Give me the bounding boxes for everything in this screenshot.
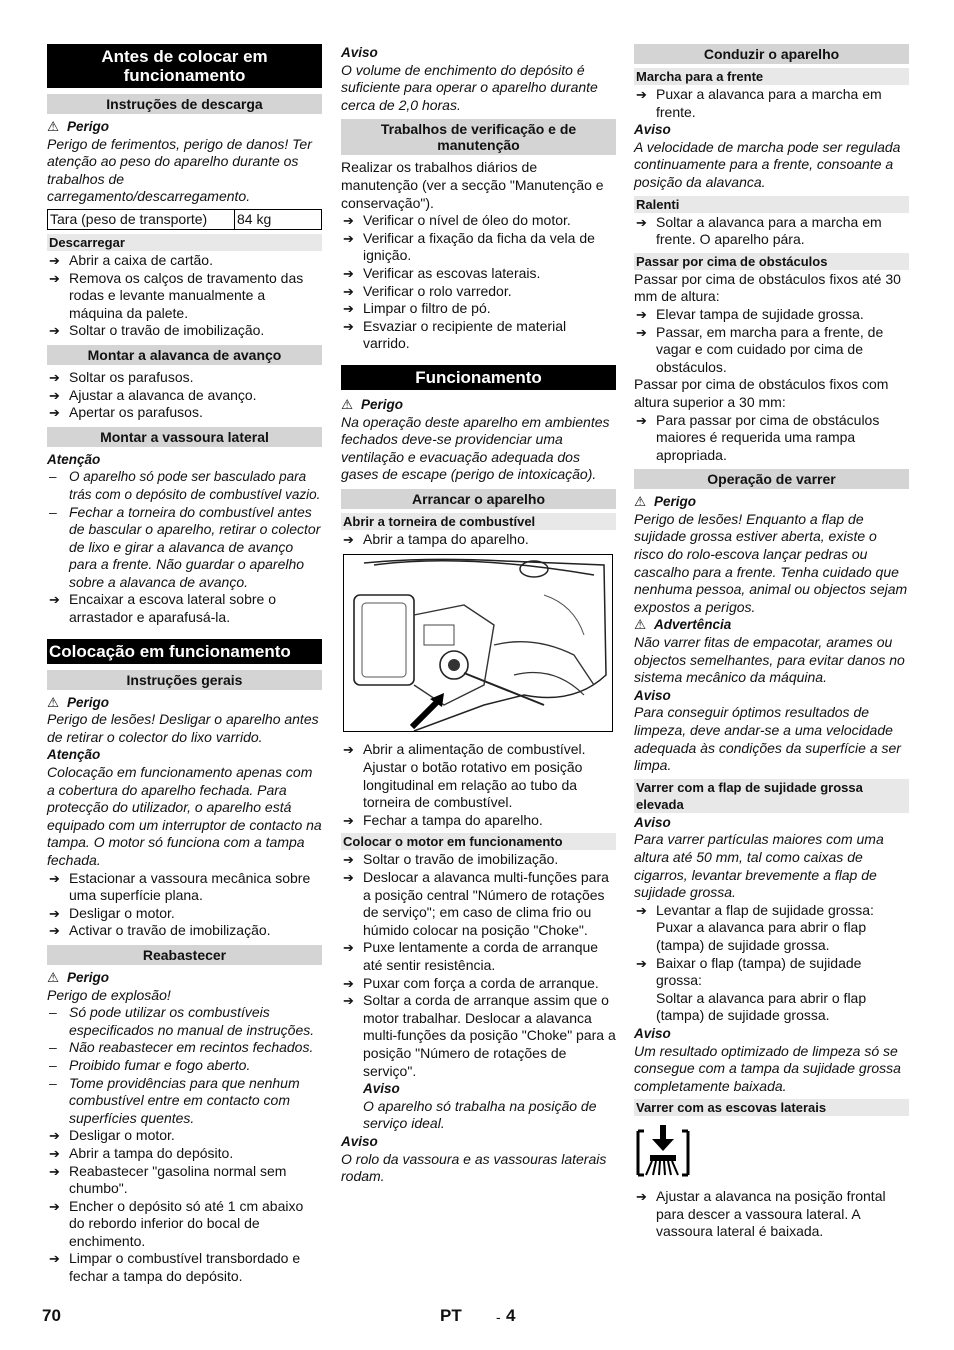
list-item: ➔ Soltar os parafusos.	[47, 369, 322, 387]
list-item: ➔ Fechar a tampa do aparelho.	[341, 812, 616, 830]
reabastecer-list	[47, 1004, 322, 1286]
section-title-colocacao: Colocação em funcionamento	[47, 639, 322, 664]
tara-value: 84 kg	[235, 209, 322, 229]
list-item: ➔ Abrir a caixa de cartão.	[47, 252, 322, 270]
descarregar-list	[47, 252, 322, 340]
flap-list	[634, 902, 909, 920]
list-item: ➔ Puxe lentamente a corda de arranque até sentir resistência.	[341, 939, 616, 974]
list-item: ➔ Limpar o combustível transbordado e fechar a tampa do depósito.	[47, 1250, 322, 1285]
danger-label: ⚠ Perigo	[341, 396, 404, 412]
danger-text: Perigo de lesões! Enquanto a flap de sujidade grossa estiver aberta, existe o risco do rolo-escova lançar pedras ou cascalho para a frente. Tenha cuidado que nenhuma pessoa, animal ou objectos sejam expostos a perigos.	[634, 510, 908, 615]
danger-label: ⚠ Perigo	[47, 119, 110, 134]
heading-ralenti: Ralenti	[634, 196, 909, 213]
list-item: – Fechar a torneira do combustível antes de bascular o aparelho, retirar o colector de lixo e girar a alavanca de avanço para a frente. Não guardar o aparelho sobre a alavanca de avanço.	[47, 504, 322, 592]
list-item: – Não reabastecer em recintos fechados.	[47, 1039, 322, 1057]
list-item: – O aparelho só pode ser basculado para trás com o depósito de combustível vazio.	[47, 468, 322, 503]
section-title-antes: Antes de colocar em funcionamento	[47, 44, 322, 88]
list-item: ➔ Puxar com força a corda de arranque.	[341, 975, 616, 993]
column-2	[341, 44, 616, 1186]
heading-reabastecer: Reabastecer	[47, 945, 322, 965]
section-title-funcionamento: Funcionamento	[341, 365, 616, 390]
list-item: ➔ Activar o travão de imobilização.	[47, 922, 322, 940]
warning-label: ⚠ Advertência	[634, 617, 732, 633]
heading-motor: Colocar o motor em funcionamento	[341, 833, 616, 850]
side-brush-lower-icon	[634, 1123, 692, 1179]
danger-text: Perigo de explosão!	[47, 986, 171, 1003]
list-item: ➔ Elevar tampa de sujidade grossa.	[634, 306, 909, 324]
note-label: Aviso	[363, 1081, 400, 1097]
list-item: ➔ Soltar a corda de arranque assim que o motor trabalhar. Deslocar a alavanca multi-funções da posição "Choke" para a posição "Número de rotações de serviço".	[341, 992, 616, 1080]
note-text: A velocidade de marcha pode ser regulada continuamente para a frente, consoante a posição da alavanca.	[634, 138, 901, 190]
list-item: ➔ Ajustar a alavanca de avanço.	[47, 387, 322, 405]
attention-label: Atenção	[47, 451, 101, 467]
page-number: 70	[42, 1306, 61, 1325]
list-item: ➔ Soltar a alavanca para a marcha em frente. O aparelho pára.	[634, 214, 909, 249]
engine-illustration	[343, 554, 613, 732]
note-text: Para varrer partículas maiores com uma altura até 50 mm, tal como caixas de cigarros, levantar brevemente a flap de sujidade grossa.	[634, 831, 884, 901]
list-item: – Tome providências para que nenhum combustível entre em contacto com superfícies quentes.	[47, 1075, 322, 1128]
gerais-list	[47, 870, 322, 940]
danger-text: Perigo de ferimentos, perigo de danos! Ter atenção ao peso do aparelho durante os trabalhos de carregamento/descarregamento.	[47, 135, 312, 205]
heading-vassoura: Montar a vassoura lateral	[47, 427, 322, 447]
escovas-list	[634, 1188, 909, 1241]
list-item: ➔ Limpar o filtro de pó.	[341, 300, 616, 318]
danger-label: ⚠ Perigo	[634, 494, 697, 510]
warning-icon: ⚠	[634, 494, 647, 510]
danger-label: ⚠ Perigo	[47, 694, 110, 710]
danger-label: ⚠ Perigo	[47, 969, 110, 985]
list-item: ➔ Para passar por cima de obstáculos maiores é requerida uma rampa apropriada.	[634, 412, 909, 465]
alavanca-list	[47, 369, 322, 422]
warning-icon: ⚠	[47, 969, 60, 985]
note-label: Aviso	[341, 45, 378, 60]
note-label: Aviso	[634, 687, 671, 703]
attention-label: Atenção	[47, 747, 101, 763]
list-item: ➔ Encaixar a escova lateral sobre o arrastador e aparafusá-la.	[47, 591, 322, 626]
list-item: ➔ Puxar a alavanca para a marcha em frente.	[634, 86, 909, 121]
list-item: ➔ Esvaziar o recipiente de material varrido.	[341, 318, 616, 353]
heading-trabalhos: Trabalhos de verificação e de manutenção	[341, 119, 616, 155]
heading-descarga: Instruções de descarga	[47, 94, 322, 114]
heading-marcha: Marcha para a frente	[634, 68, 909, 85]
list-item: ➔ Abrir a alimentação de combustível. Ajustar o botão rotativo em posição longitudinal em relação ao tubo da torneira de combustível.	[341, 741, 616, 811]
list-item: ➔ Abrir a tampa do aparelho.	[341, 531, 616, 549]
warning-icon: ⚠	[47, 119, 60, 134]
column-1	[47, 44, 322, 1286]
list-item: ➔ Reabastecer "gasolina normal sem chumbo".	[47, 1163, 322, 1198]
column-3	[634, 44, 909, 1241]
note-label: Aviso	[634, 814, 671, 830]
language-code: PT	[440, 1306, 462, 1325]
list-item: ➔ Ajustar a alavanca na posição frontal para descer a vassoura lateral. A vassoura lateral é baixada.	[634, 1188, 909, 1241]
list-item: ➔ Verificar a fixação da ficha da vela de ignição.	[341, 230, 616, 265]
note-text: Para conseguir óptimos resultados de limpeza, deve andar-se a uma velocidade adequada às condições da superfície a ser limpa.	[634, 704, 901, 774]
section-page-number: 4	[506, 1306, 516, 1325]
note-text: O aparelho só trabalha na posição de serviço ideal.	[363, 1097, 597, 1132]
list-item: ➔ Passar, em marcha para a frente, de vagar e com cuidado por cima de obstáculos.	[634, 324, 909, 377]
list-item: ➔ Encher o depósito só até 1 cm abaixo do rebordo inferior do bocal de enchimento.	[47, 1198, 322, 1251]
heading-escovas: Varrer com as escovas laterais	[634, 1099, 909, 1116]
note-label: Aviso	[341, 1133, 378, 1149]
list-item: – Proibido fumar e fogo aberto.	[47, 1057, 322, 1075]
tara-label: Tara (peso de transporte)	[48, 209, 235, 229]
list-item: ➔ Soltar o travão de imobilização.	[341, 851, 616, 869]
trabalhos-intro: Realizar os trabalhos diários de manutenção (ver a secção "Manutenção e conservação").	[341, 159, 604, 211]
flap-list-2	[634, 955, 909, 990]
flap-substep: Puxar a alavanca para abrir o flap (tampa) de sujidade grossa.	[656, 919, 867, 953]
list-item: ➔ Estacionar a vassoura mecânica sobre uma superfície plana.	[47, 870, 322, 905]
list-item: ➔ Levantar a flap de sujidade grossa:	[634, 902, 909, 920]
warning-icon: ⚠	[47, 694, 60, 710]
list-item: ➔ Soltar o travão de imobilização.	[47, 322, 322, 340]
warning-icon: ⚠	[634, 617, 647, 633]
marcha-list	[634, 86, 909, 121]
list-item: – Só pode utilizar os combustíveis especificados no manual de instruções.	[47, 1004, 322, 1039]
heading-descarregar: Descarregar	[47, 234, 322, 251]
trabalhos-list	[341, 212, 616, 353]
motor-list	[341, 851, 616, 1080]
torneira-list-1	[341, 531, 616, 549]
note-text: Um resultado optimizado de limpeza só se consegue com a tampa da sujidade grossa completamente baixada.	[634, 1042, 901, 1094]
obstaculos-intro-1: Passar por cima de obstáculos fixos até 30 mm de altura:	[634, 270, 901, 305]
heading-torneira: Abrir a torneira de combustível	[341, 513, 616, 530]
vassoura-list	[47, 468, 322, 626]
heading-obstaculos: Passar por cima de obstáculos	[634, 253, 909, 270]
ralenti-list	[634, 214, 909, 249]
obstaculos-list-2	[634, 412, 909, 465]
heading-gerais: Instruções gerais	[47, 670, 322, 690]
torneira-list-2	[341, 741, 616, 829]
warning-text: Não varrer fitas de empacotar, arames ou objectos semelhantes, para evitar danos no sistema mecânico da máquina.	[634, 634, 905, 686]
list-item: ➔ Verificar o rolo varredor.	[341, 283, 616, 301]
heading-varrer: Operação de varrer	[634, 469, 909, 489]
note-label: Aviso	[634, 1025, 671, 1041]
list-item: ➔ Abrir a tampa do depósito.	[47, 1145, 322, 1163]
list-item: ➔ Desligar o motor.	[47, 905, 322, 923]
note-text: O volume de enchimento do depósito é suficiente para operar o aparelho durante cerca de 2,0 horas.	[341, 61, 598, 113]
danger-text: Perigo de lesões! Desligar o aparelho antes de retirar o colector do lixo varrido.	[47, 711, 319, 745]
list-item: ➔ Remova os calços de travamento das rodas e levante manualmente a máquina da palete.	[47, 270, 322, 323]
list-item: ➔ Desligar o motor.	[47, 1127, 322, 1145]
obstaculos-intro-2: Passar por cima de obstáculos fixos com altura superior a 30 mm:	[634, 376, 889, 410]
list-item: ➔ Deslocar a alavanca multi-funções para a posição central "Número de rotações de serviço"; em caso de clima frio ou húmido colocar na posição "Choke".	[341, 869, 616, 939]
note-label: Aviso	[634, 122, 671, 138]
attention-text: Colocação em funcionamento apenas com a cobertura do aparelho fechada. Para protecção do utilizador, o aparelho está equipado com um interruptor de contacto na tampa. O motor só funciona com a tampa fechada.	[47, 764, 322, 868]
list-item: ➔ Apertar os parafusos.	[47, 404, 322, 422]
list-item: ➔ Verificar o nível de óleo do motor.	[341, 212, 616, 230]
note-text: O rolo da vassoura e as vassouras laterais rodam.	[341, 1150, 607, 1185]
obstaculos-list-1	[634, 306, 909, 376]
heading-alavanca: Montar a alavanca de avanço	[47, 345, 322, 365]
heading-arrancar: Arrancar o aparelho	[341, 489, 616, 509]
heading-conduzir: Conduzir o aparelho	[634, 44, 909, 64]
heading-flap: Varrer com a flap de sujidade grossa elevada	[634, 779, 909, 813]
warning-icon: ⚠	[341, 396, 354, 412]
list-item: ➔ Verificar as escovas laterais.	[341, 265, 616, 283]
flap-substep: Soltar a alavanca para abrir o flap (tampa) de sujidade grossa.	[656, 989, 867, 1024]
footer-separator: -	[496, 1309, 501, 1325]
danger-text: Na operação deste aparelho em ambientes fechados deve-se providenciar uma ventilação e evacuação adequada dos gases de escape (perigo de intoxicação).	[341, 413, 610, 483]
list-item: ➔ Baixar o flap (tampa) de sujidade grossa:	[634, 955, 909, 990]
tara-table	[47, 209, 322, 230]
